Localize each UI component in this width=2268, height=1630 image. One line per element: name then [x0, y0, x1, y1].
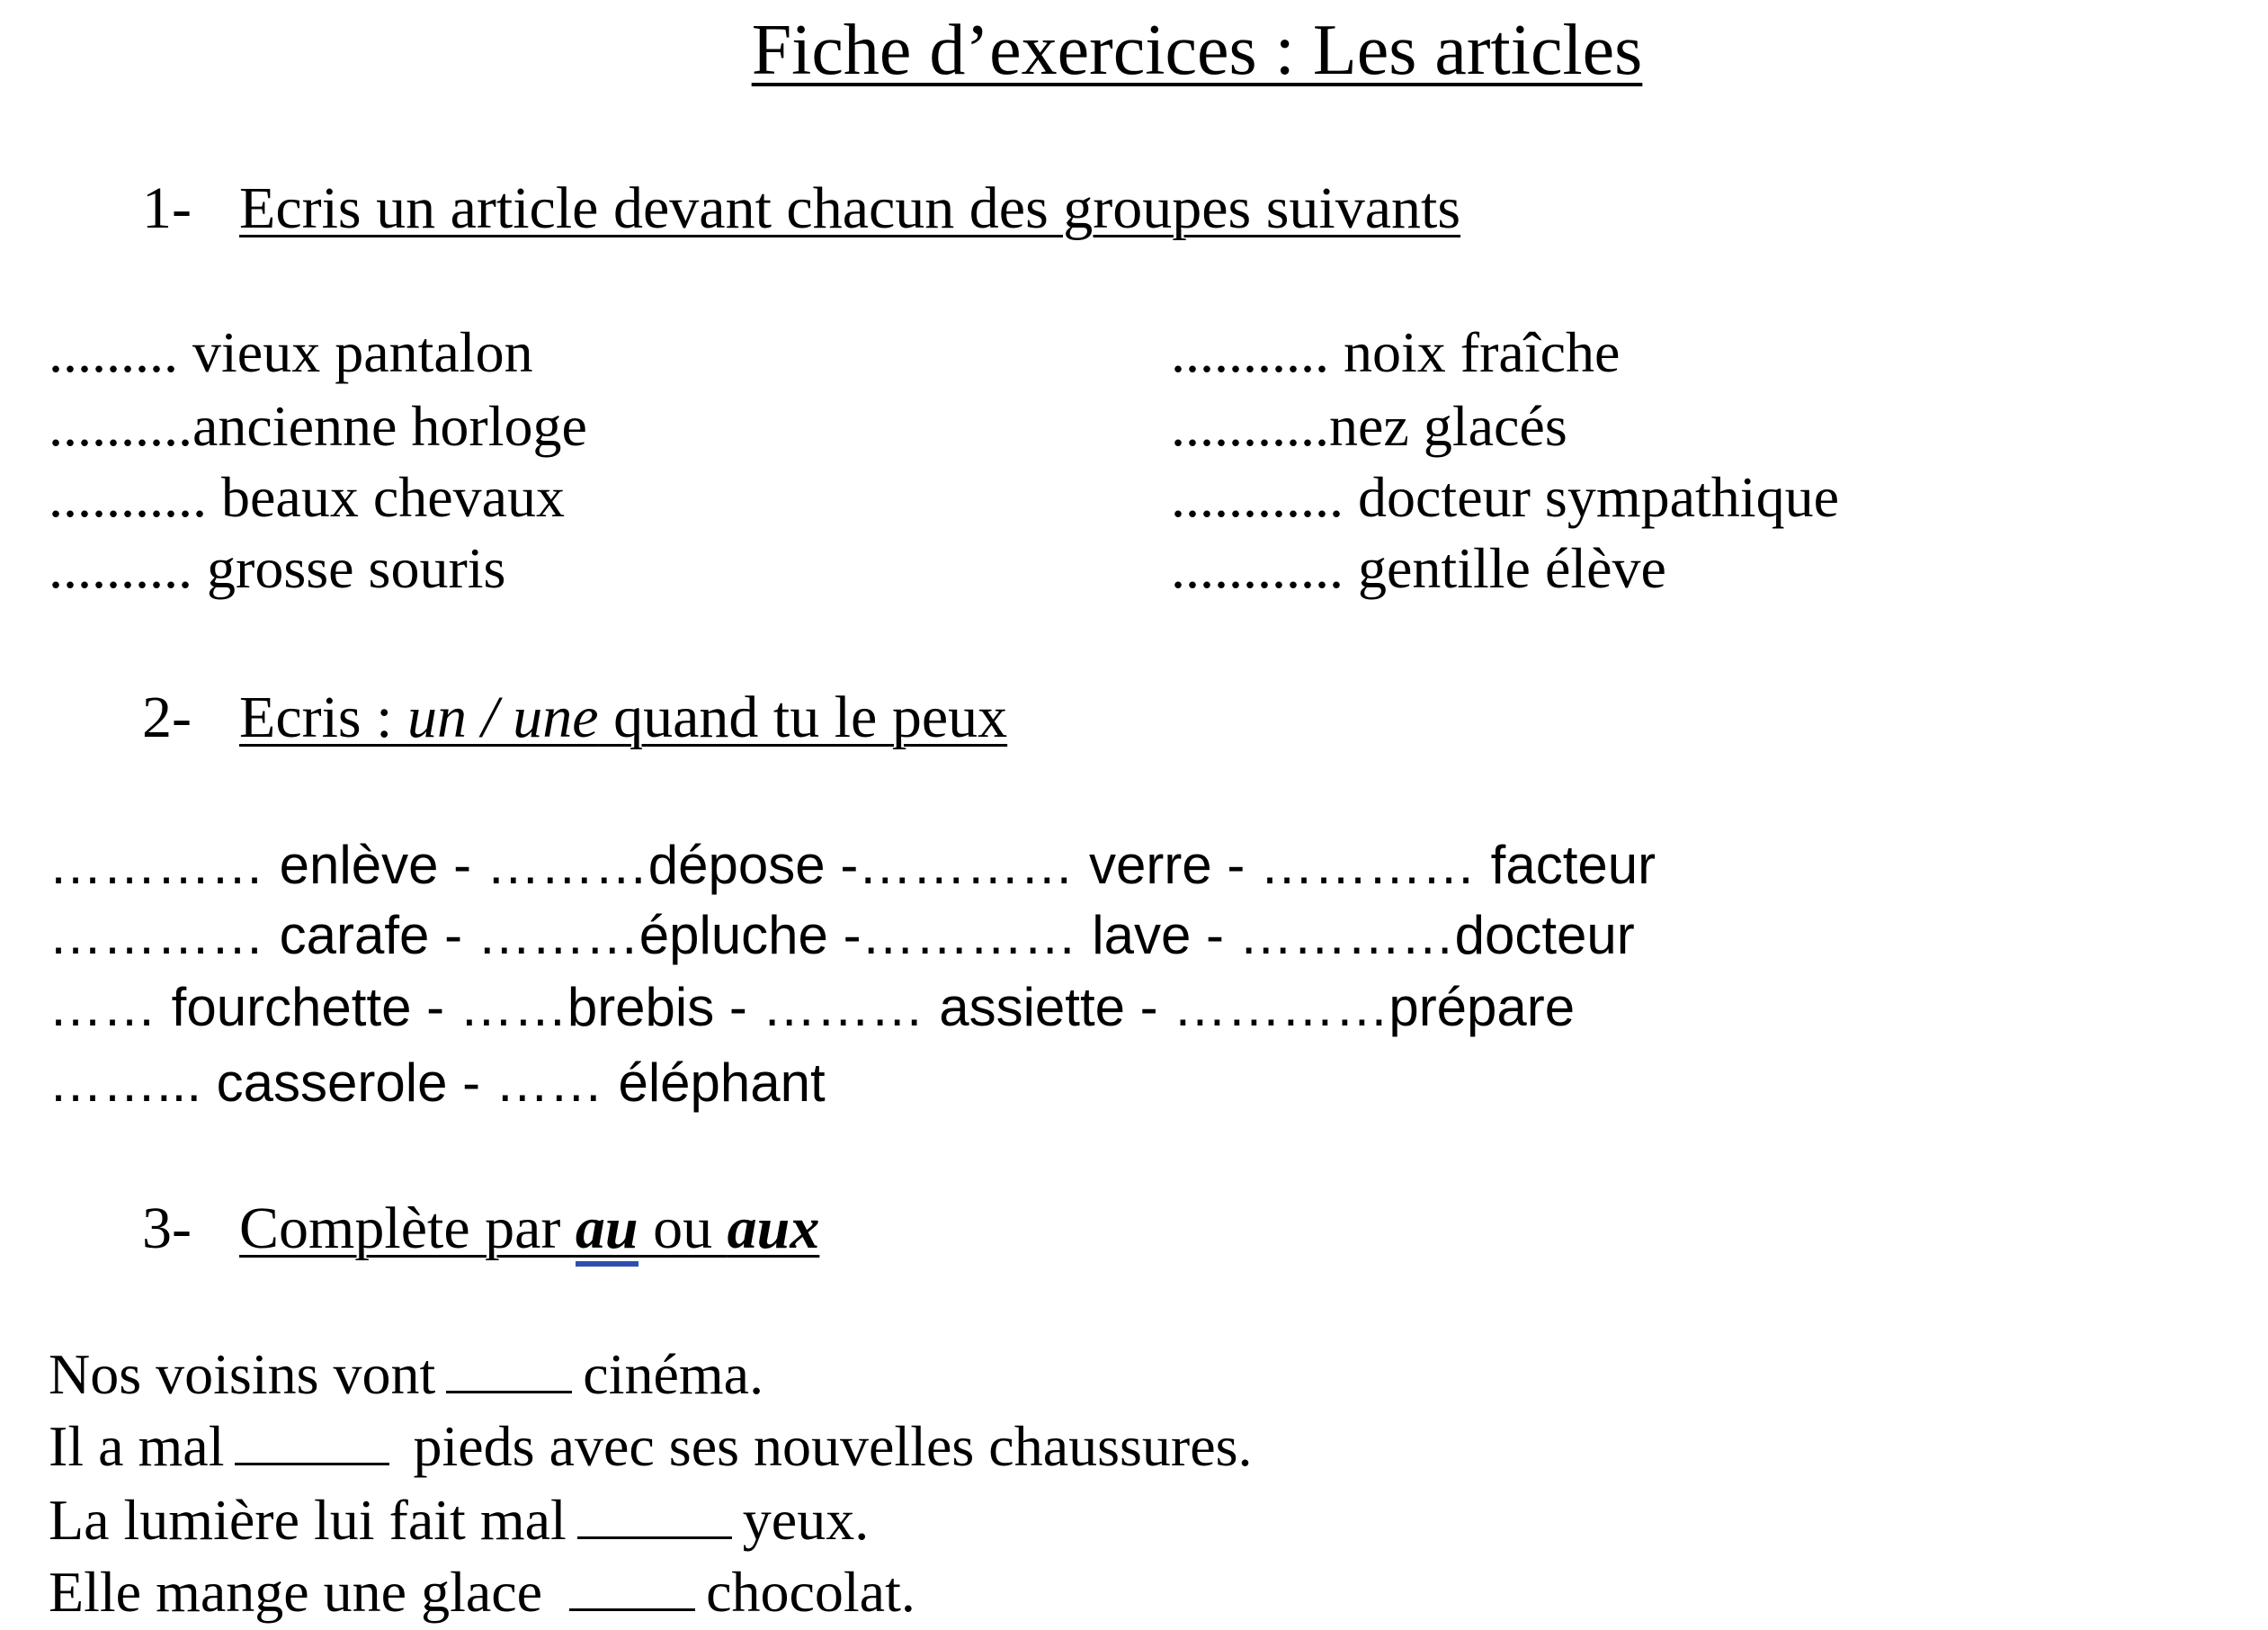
exercise-3-heading-text: [239, 1196, 819, 1267]
page-title: Fiche d’exercices : Les articles: [751, 11, 1643, 90]
exercise-3-heading: [142, 1193, 819, 1265]
exercise-2-heading-text: [239, 685, 1007, 750]
exercise-2-number: 2-: [142, 685, 192, 750]
exercise-2-heading-italic: un / une: [406, 685, 599, 750]
ex1-right-item: ........... noix fraîche: [1171, 320, 1621, 384]
ex2-line: …… fourchette - ……brebis - ……… assiette - …………prépare: [49, 977, 1576, 1037]
ex3-sentence: [49, 1409, 1253, 1482]
sentence-before: Nos voisins vont: [49, 1342, 436, 1406]
exercise-3-heading-aux: aux: [727, 1196, 820, 1261]
sentence-before: Elle mange une glace: [49, 1560, 543, 1624]
exercise-3-number: 3-: [142, 1196, 192, 1261]
sentence-after: cinéma.: [583, 1342, 764, 1406]
ex3-sentence: [49, 1482, 869, 1556]
sentence-before: La lumière lui fait mal: [49, 1488, 567, 1552]
exercise-3-heading-au: au: [576, 1196, 638, 1267]
answer-blank[interactable]: [235, 1409, 389, 1465]
ex2-line: ………… enlève - ………dépose -………… verre - ………… facteur: [49, 835, 1656, 895]
exercise-2-heading: [142, 682, 1007, 754]
exercise-1-heading: [142, 173, 1460, 245]
ex2-line: ………… carafe - ………épluche -………… lave - …………docteur: [49, 905, 1635, 965]
sentence-after: yeux.: [742, 1488, 870, 1552]
ex3-sentence: [49, 1554, 915, 1628]
exercise-3-heading-or: ou: [638, 1196, 728, 1261]
ex1-right-item: ............ docteur sympathique: [1171, 465, 1839, 529]
ex2-line: ……... casserole - …… éléphant: [49, 1052, 826, 1113]
exercise-1-number: 1-: [142, 175, 192, 241]
ex3-sentence: [49, 1337, 763, 1411]
ex1-right-item: ............ gentille élève: [1171, 536, 1666, 600]
exercise-1-heading-text: Ecris un article devant chacun des groupes suivants: [239, 175, 1461, 241]
exercise-3-heading-prefix: Complète par: [239, 1196, 576, 1261]
sentence-before: Il a mal: [49, 1414, 225, 1478]
answer-blank[interactable]: [569, 1554, 695, 1611]
ex1-left-item: .......... grosse souris: [49, 536, 506, 600]
exercise-2-heading-suffix: quand tu le peux: [598, 685, 1008, 750]
exercise-2-heading-prefix: Ecris :: [239, 685, 407, 750]
ex1-left-item: ........... beaux chevaux: [49, 465, 566, 529]
ex1-left-item: ..........ancienne horloge: [49, 394, 587, 458]
answer-blank[interactable]: [577, 1482, 732, 1539]
ex1-left-item: ......... vieux pantalon: [49, 320, 533, 384]
sentence-after: pieds avec ses nouvelles chaussures.: [413, 1414, 1253, 1478]
ex1-right-item: ...........nez glacés: [1171, 394, 1567, 458]
answer-blank[interactable]: [446, 1337, 572, 1393]
sentence-after: chocolat.: [706, 1560, 915, 1624]
